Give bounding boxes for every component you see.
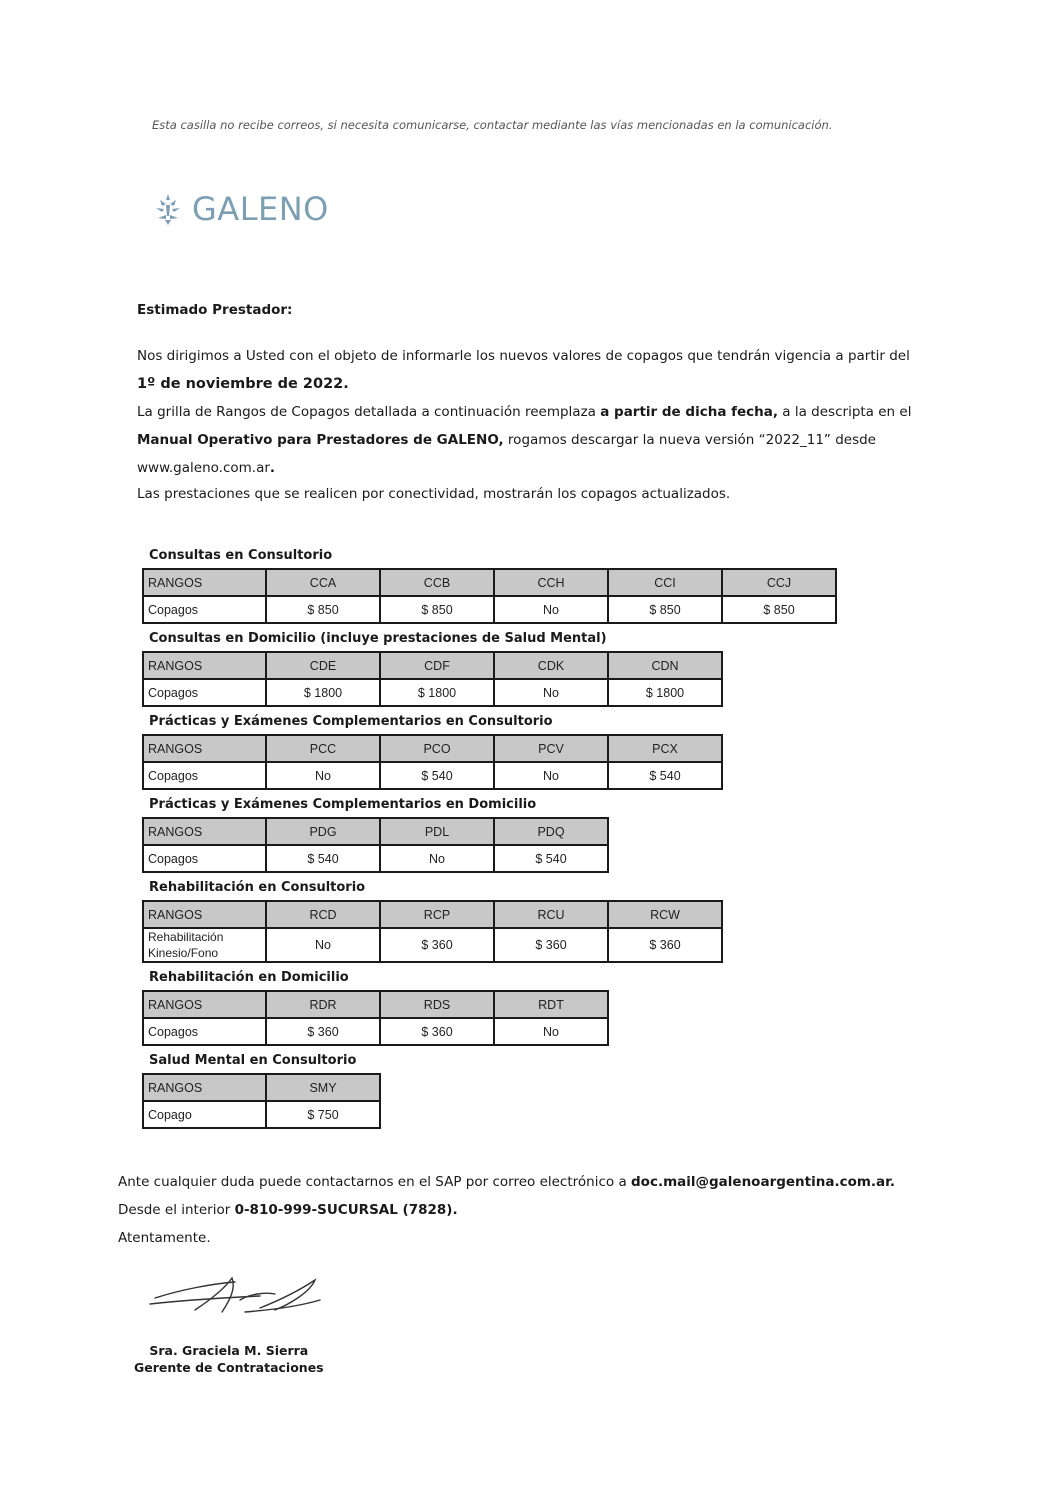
header-cell: CCA [266, 569, 380, 596]
signer-name: Sra. Graciela M. Sierra [149, 1343, 309, 1358]
galeno-logo [150, 190, 329, 228]
table-section [142, 876, 837, 963]
value-cell: $ 360 [380, 928, 494, 962]
closing: Atentamente. [118, 1230, 211, 1246]
value-cell: $ 540 [266, 845, 380, 872]
header-cell: RANGOS [143, 818, 266, 845]
header-cell: PDG [266, 818, 380, 845]
galeno-emblem-icon [150, 191, 186, 227]
copay-table [142, 817, 609, 873]
letter-body [137, 342, 957, 482]
value-cell: No [494, 1018, 608, 1045]
row-label [143, 928, 266, 962]
header-cell: RANGOS [143, 735, 266, 762]
value-cell: $ 850 [266, 596, 380, 623]
row-label-line: Kinesio/Fono [148, 946, 219, 960]
logo-wordmark: GALENO [192, 190, 329, 228]
value-cell: No [380, 845, 494, 872]
contact-email[interactable]: doc.mail@galenoargentina.com.ar [631, 1174, 890, 1190]
header-cell: RANGOS [143, 991, 266, 1018]
table-title: Consultas en Consultorio [149, 548, 333, 563]
table-title: Rehabilitación en Domicilio [149, 970, 349, 985]
header-cell: PDL [380, 818, 494, 845]
value-cell: No [266, 762, 380, 789]
value-cell: $ 540 [380, 762, 494, 789]
value-cell: $ 1800 [266, 679, 380, 706]
header-cell: PCO [380, 735, 494, 762]
header-cell: CCH [494, 569, 608, 596]
value-cell: $ 540 [494, 845, 608, 872]
header-cell: RDS [380, 991, 494, 1018]
value-cell: $ 850 [722, 596, 836, 623]
copay-table [142, 990, 609, 1046]
value-cell: $ 540 [608, 762, 722, 789]
table-section [142, 544, 837, 624]
value-cell: No [494, 762, 608, 789]
header-cell: RDT [494, 991, 608, 1018]
header-cell: CCJ [722, 569, 836, 596]
header-cell: PCV [494, 735, 608, 762]
table-title: Salud Mental en Consultorio [149, 1053, 357, 1068]
header-cell: RCD [266, 901, 380, 928]
header-cell: CCI [608, 569, 722, 596]
header-cell: RANGOS [143, 569, 266, 596]
greeting: Estimado Prestador: [137, 302, 293, 318]
value-cell: $ 1800 [380, 679, 494, 706]
no-reply-notice: Esta casilla no recibe correos, si necesita comunicarse, contactar mediante las vías mencionadas en la comunicación. [152, 118, 833, 132]
header-cell: PDQ [494, 818, 608, 845]
effective-date: 1º de noviembre de 2022. [137, 376, 349, 392]
value-cell: No [494, 596, 608, 623]
contact-email-line: Ante cualquier duda puede contactarnos en el SAP por correo electrónico a doc.mail@galenoargentina.com.ar. [118, 1174, 896, 1190]
row-label-line: Rehabilitación [148, 930, 224, 944]
contact-phone-line: Desde el interior 0-810-999-SUCURSAL (7828). [118, 1202, 458, 1218]
header-cell: CDN [608, 652, 722, 679]
value-cell: $ 360 [494, 928, 608, 962]
table-title: Prácticas y Exámenes Complementarios en Consultorio [149, 714, 553, 729]
table-section [142, 1049, 837, 1129]
handwritten-signature [140, 1270, 330, 1330]
row-label: Copago [143, 1101, 266, 1128]
value-cell: No [494, 679, 608, 706]
header-cell: RANGOS [143, 652, 266, 679]
header-cell: RCP [380, 901, 494, 928]
table-section [142, 966, 837, 1046]
value-cell: No [266, 928, 380, 962]
copay-tables [142, 544, 837, 1132]
row-label: Copagos [143, 1018, 266, 1045]
table-section [142, 793, 837, 873]
value-cell: $ 1800 [608, 679, 722, 706]
header-cell: RCW [608, 901, 722, 928]
value-cell: $ 360 [608, 928, 722, 962]
contact-phone: 0-810-999-SUCURSAL (7828). [234, 1202, 458, 1218]
row-label: Copagos [143, 845, 266, 872]
header-cell: RANGOS [143, 1074, 266, 1101]
contact-footer [118, 1168, 895, 1252]
table-title: Rehabilitación en Consultorio [149, 880, 366, 895]
header-cell: PCC [266, 735, 380, 762]
header-cell: CDF [380, 652, 494, 679]
value-cell: $ 360 [380, 1018, 494, 1045]
copay-table [142, 568, 837, 624]
signer-block [134, 1342, 324, 1376]
row-label: Copagos [143, 762, 266, 789]
signer-role: Gerente de Contrataciones [134, 1360, 324, 1375]
connectivity-note: Las prestaciones que se realicen por conectividad, mostrarán los copagos actualizados. [137, 486, 731, 502]
table-section [142, 710, 837, 790]
intro-line: Nos dirigimos a Usted con el objeto de informarle los nuevos valores de copagos que tendrán vigencia a partir del [137, 348, 910, 364]
copay-table [142, 651, 723, 707]
header-cell: SMY [266, 1074, 380, 1101]
header-cell: CDE [266, 652, 380, 679]
row-label: Copagos [143, 596, 266, 623]
header-cell: RDR [266, 991, 380, 1018]
value-cell: $ 850 [380, 596, 494, 623]
copay-table [142, 1073, 381, 1129]
value-cell: $ 750 [266, 1101, 380, 1128]
header-cell: PCX [608, 735, 722, 762]
value-cell: $ 360 [266, 1018, 380, 1045]
header-cell: CCB [380, 569, 494, 596]
header-cell: RANGOS [143, 901, 266, 928]
table-title: Consultas en Domicilio (incluye prestaciones de Salud Mental) [149, 631, 607, 646]
copay-table [142, 900, 723, 963]
table-section [142, 627, 837, 707]
replacement-paragraph: La grilla de Rangos de Copagos detallada a continuación reemplaza a partir de dicha fecha, a la descripta en el Manual Operativo para Prestadores de GALENO, rogamos descargar la nueva versión “2022_11” desde www.galeno.com.ar. [137, 404, 912, 476]
copay-table [142, 734, 723, 790]
value-cell: $ 850 [608, 596, 722, 623]
table-title: Prácticas y Exámenes Complementarios en Domicilio [149, 797, 537, 812]
row-label: Copagos [143, 679, 266, 706]
header-cell: RCU [494, 901, 608, 928]
header-cell: CDK [494, 652, 608, 679]
